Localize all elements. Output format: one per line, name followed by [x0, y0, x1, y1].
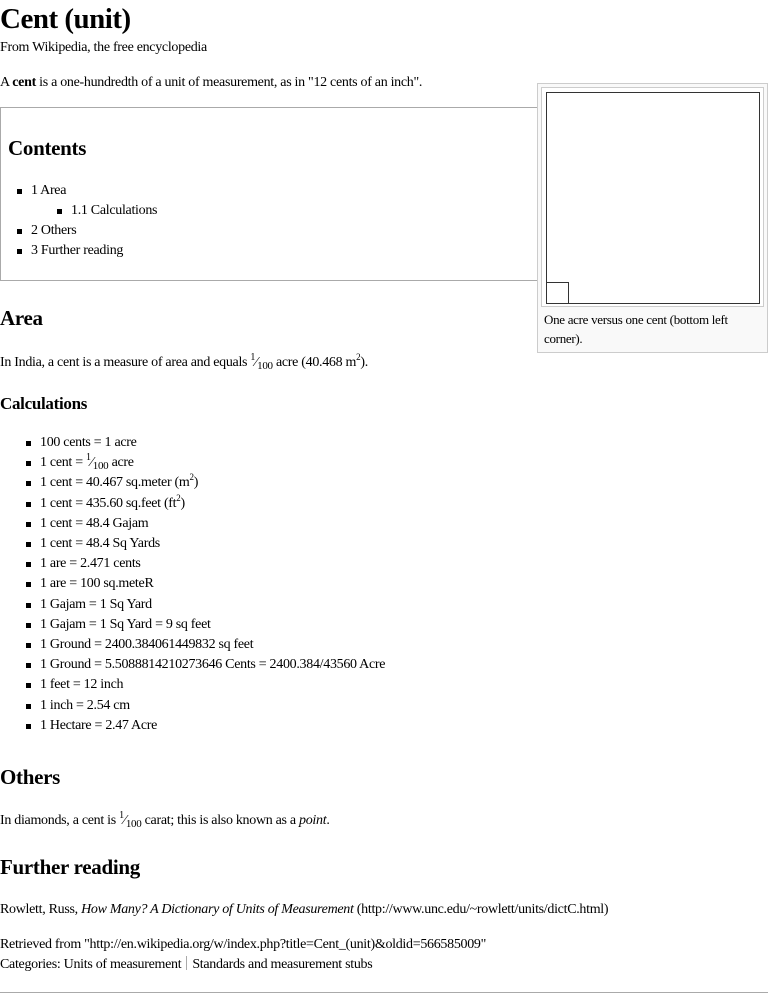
list-item: 1 cent = 48.4 Gajam	[40, 514, 385, 534]
intro-text-pre: A	[0, 75, 13, 90]
category-divider	[186, 956, 187, 970]
figure-thumbnail	[537, 83, 768, 353]
citation-title: How Many? A Dictionary of Units of Measurement	[81, 902, 354, 917]
list-item-text-post: )	[180, 495, 185, 511]
list-item: 1 are = 2.471 cents	[40, 554, 385, 574]
list-item: 1 inch = 2.54 cm	[40, 696, 385, 716]
toc-heading: Contents	[8, 136, 87, 160]
figure-image[interactable]	[541, 87, 764, 307]
superscript-2: 2	[356, 352, 361, 362]
categories-label: Categories:	[0, 957, 64, 972]
fraction-one-hundredth: $^1⁄_{100}$	[119, 810, 142, 830]
section-heading-calculations: Calculations	[0, 394, 88, 413]
section-heading-further-reading: Further reading	[0, 855, 140, 879]
fraction-denominator: 100	[92, 460, 109, 473]
list-item-text: 1 cent = 435.60 sq.feet (ft	[40, 495, 177, 511]
list-item	[40, 494, 385, 514]
intro-term: cent	[12, 75, 36, 90]
superscript-2: 2	[176, 492, 181, 503]
area-text-mid: acre (40.468 m	[272, 355, 357, 370]
category-link-stubs[interactable]: Standards and measurement stubs	[192, 957, 373, 972]
fraction-numerator: 1	[119, 810, 124, 821]
categories-bar	[0, 955, 372, 975]
list-item-text: 1 cent =	[40, 455, 87, 471]
list-item: 1 Ground = 5.5088814210273646 Cents = 2400.384/43560 Acre	[40, 655, 385, 675]
footer-divider	[0, 992, 768, 993]
further-reading-citation	[0, 900, 608, 920]
fraction-denominator: 100	[125, 818, 142, 830]
citation-author: Rowlett, Russ,	[0, 902, 82, 917]
list-item: 1 cent = 48.4 Sq Yards	[40, 534, 385, 554]
toc-link-calculations[interactable]: 1.1 Calculations	[71, 203, 158, 218]
others-text-pre: In diamonds, a cent is	[0, 813, 120, 828]
calculations-list	[40, 433, 385, 736]
cent-square	[547, 282, 569, 303]
section-heading-area: Area	[0, 306, 43, 330]
toc-link-area[interactable]: 1 Area	[31, 183, 67, 198]
toc-link-further-reading[interactable]: 3 Further reading	[31, 243, 124, 258]
intro-paragraph	[0, 73, 422, 93]
toc-item-calculations[interactable]	[71, 201, 157, 221]
toc-link-others[interactable]: 2 Others	[31, 223, 77, 238]
list-item-text-post: )	[193, 475, 199, 491]
area-paragraph	[0, 353, 368, 373]
citation-link[interactable]: (http://www.unc.edu/~rowlett/units/dictC.html)	[353, 902, 609, 917]
toc-item-further-reading[interactable]	[31, 241, 157, 261]
retrieved-from: Retrieved from "http://en.wikipedia.org/w/index.php?title=Cent_(unit)&oldid=566585009"	[0, 937, 487, 952]
toc-item-area[interactable]	[31, 181, 157, 221]
fraction-denominator: 100	[257, 360, 273, 372]
site-subtitle: From Wikipedia, the free encyclopedia	[0, 40, 207, 55]
fraction-one-hundredth: $^1⁄_{100}$	[250, 352, 273, 372]
list-item-text: 1 cent = 40.467 sq.meter (m	[40, 475, 190, 491]
acre-square	[546, 92, 760, 304]
others-text-mid: carat; this is also known as a	[141, 813, 300, 828]
fraction-numerator: 1	[250, 352, 256, 363]
area-text-post: ).	[360, 355, 368, 370]
toc-item-others[interactable]	[31, 221, 157, 241]
others-term: point	[299, 813, 327, 828]
list-item	[40, 473, 385, 493]
figure-caption: One acre versus one cent (bottom left corner).	[544, 312, 728, 346]
page-title: Cent (unit)	[0, 3, 131, 35]
fraction-numerator: 1	[86, 452, 91, 464]
list-item-text-post: acre	[108, 455, 134, 471]
others-text-post: .	[326, 813, 330, 828]
superscript-2: 2	[189, 472, 194, 483]
list-item: 1 Gajam = 1 Sq Yard	[40, 595, 385, 615]
list-item	[40, 453, 385, 473]
list-item: 100 cents = 1 acre	[40, 433, 385, 453]
others-paragraph	[0, 811, 330, 831]
table-of-contents	[0, 107, 538, 281]
list-item: 1 are = 100 sq.meteR	[40, 574, 385, 594]
list-item: 1 Hectare = 2.47 Acre	[40, 716, 385, 736]
list-item: 1 Gajam = 1 Sq Yard = 9 sq feet	[40, 615, 385, 635]
toc-list	[31, 181, 157, 261]
fraction-one-hundredth: $^1⁄_{100}$	[86, 452, 109, 473]
list-item: 1 feet = 12 inch	[40, 675, 385, 695]
section-heading-others: Others	[0, 765, 61, 789]
category-link-units[interactable]: Units of measurement	[63, 957, 182, 972]
toc-sublist	[71, 201, 157, 221]
intro-text-post: is a one-hundredth of a unit of measurement, as in "12 cents of an inch".	[35, 75, 423, 90]
area-text-pre: In India, a cent is a measure of area and equals	[0, 355, 251, 370]
list-item: 1 Ground = 2400.384061449832 sq feet	[40, 635, 385, 655]
